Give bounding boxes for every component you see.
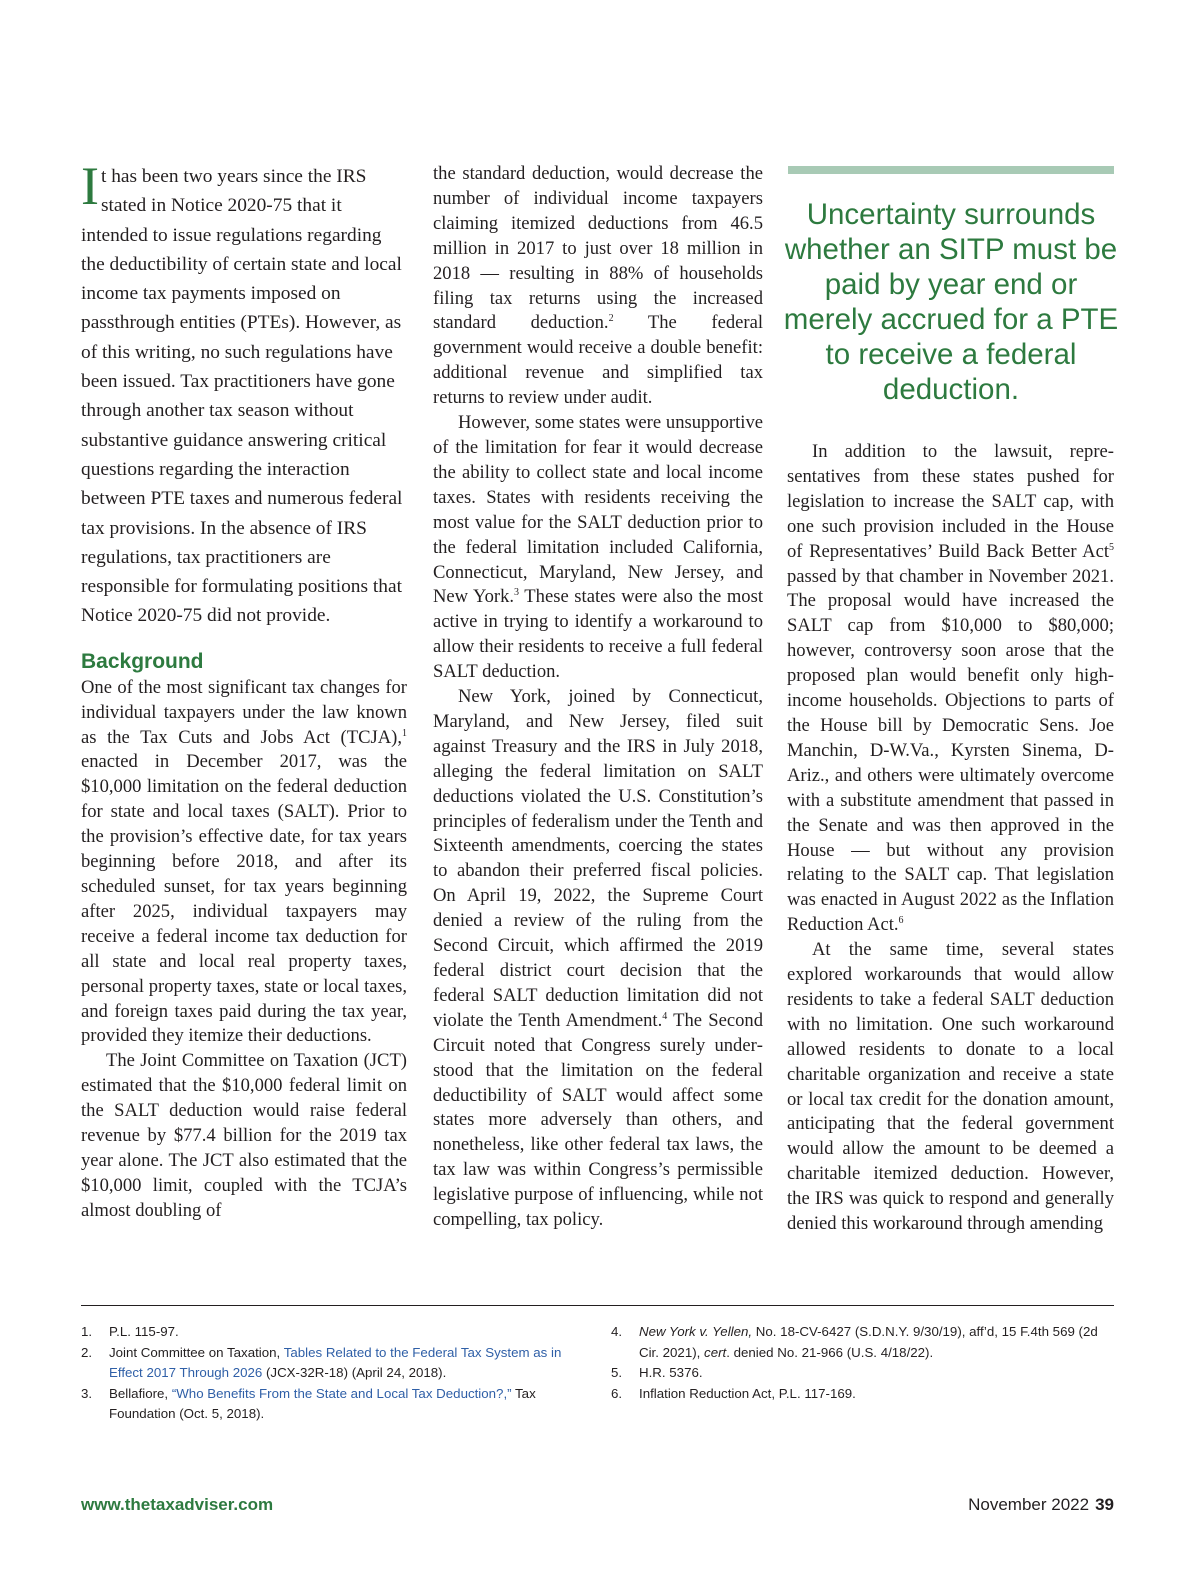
- footnote-text: Joint Committee on Taxation,: [109, 1344, 284, 1360]
- footnote-text: No. 18-CV-6427 (S.D.N.Y. 9/30/19), aff’d, 15 F.4th 569 (2d Cir. 2021),: [639, 1324, 1098, 1360]
- footer-issue-date: [968, 1495, 1114, 1515]
- text-run: These states were also the most active in trying to identify a workaround to allow their residents to receive a full federal SALT deduction.: [433, 586, 763, 683]
- footnote-text: Bellafiore,: [109, 1385, 172, 1401]
- footnote-text: P.L. 115-97.: [109, 1324, 179, 1339]
- text-run: In addition to the lawsuit, representatives from these states pushed for legislation to increase the SALT cap, with one such provision included in the House of Representatives’ Build Back Better Act: [787, 441, 1114, 562]
- footnote-text-italic: cert: [704, 1344, 727, 1360]
- issue-date: November 2022: [968, 1495, 1090, 1514]
- col3-paragraph-2: At the same time, several states explored workarounds that would allow residents to take a federal SALT deduction with no limitation. One such workaround allowed residents to donate to a local charitable organization and receive a state or local tax credit for the donation amount, anticipating that the federal government would allow the amount to be deemed a charitable itemized deduction. However, the IRS was quick to respond and generally denied this workaround through amending: [787, 939, 1114, 1235]
- footnote-number: 1.: [81, 1324, 93, 1339]
- col2-paragraph-2: [433, 411, 763, 685]
- text-run: One of the most significant tax changes for individual taxpayers under the law known as the Tax Cuts and Jobs Act (TCJA),: [81, 676, 407, 748]
- col3-paragraph-1: [787, 440, 1114, 938]
- footnote-number: 4.: [611, 1324, 623, 1339]
- col2-paragraph-1: [433, 162, 763, 411]
- pullquote-bar: [788, 166, 1114, 174]
- footnote-text: . denied No. 21-966 (U.S. 4/18/22).: [726, 1344, 934, 1360]
- text-run: The Second Circuit noted that Congress surely understood that the limitation on the federal deductibility of SALT would affect some states more adversely than others, and nonetheless, like other federal tax laws, the tax law was within Congress’s permissible legislative purpose of influencing, while not compelling, tax policy.: [433, 1009, 763, 1231]
- footnote-3: [81, 1384, 581, 1425]
- text-run: the standard deduction, would decrease the number of individual income taxpayers claiming itemized deductions from 46.5 million in 2017 to just over 18 million in 2018 — resulting in 88% of households filing tax returns using the increased standard deduction.: [433, 163, 763, 334]
- footnote-ref-3[interactable]: 3: [514, 587, 520, 599]
- section-heading-background: Background: [81, 649, 204, 673]
- case-name: New York v. Yellen,: [639, 1324, 753, 1339]
- article-column-1: [81, 156, 407, 1224]
- footnote-divider: [81, 1305, 1114, 1306]
- footnote-text: (JCX-32R-18) (April 24, 2018).: [262, 1365, 447, 1380]
- footnote-2: [81, 1343, 581, 1384]
- intro-text: t has been two years since the IRS stated in Notice 2020-75 that it intended to issue regulations regarding the deductibility of certain state and local income tax payments imposed on passthrough entities (PTEs). However, as of this writing, no such regulations have been issued. Tax practitioners have gone through another tax season without substantive guidance answering critical questions regarding the interaction between PTE taxes and numerous federal tax provisions. In the absence of IRS regulations, tax practitioners are responsible for formulating positions that Notice 2020-75 did not provide.: [81, 166, 403, 627]
- footnote-number: 2.: [81, 1344, 93, 1360]
- page-number: 39: [1095, 1495, 1114, 1514]
- footnote-4: [611, 1322, 1114, 1363]
- footnote-ref-2[interactable]: 2: [608, 313, 614, 325]
- pullquote: Uncertainty surrounds whether an SITP must be paid by year end or merely accrued for a PTE to receive a federal deduction.: [783, 198, 1119, 406]
- footnote-6: [611, 1384, 1114, 1405]
- footnote-text: Tax Foundation (Oct. 5, 2018).: [109, 1385, 536, 1421]
- footnote-number: 6.: [611, 1385, 623, 1401]
- footer-site-link[interactable]: www.thetaxadviser.com: [81, 1495, 274, 1514]
- footnote-ref-6[interactable]: 6: [898, 915, 904, 927]
- background-paragraph-2: The Joint Committee on Taxation (JCT) estimated that the $10,000 federal limit on the SALT deduction would raise federal revenue by $77.4 billion for the 2019 tax year alone. The JCT also estimated that the $10,000 limit, coupled with the TCJA’s almost doubling of: [81, 1050, 407, 1221]
- footnote-5: [611, 1363, 1114, 1384]
- text-run: However, some states were unsupportive of the limitation for fear it would decrease the ability to collect state and local income taxes. States with residents receiving the most value for the SALT deduction prior to the federal limitation included California, Connecticut, Maryland, New Jersey, and New York.: [433, 412, 763, 608]
- text-run: enacted in December 2017, was the $10,000 limitation on the federal deduction for state and local taxes (SALT). Prior to the provision’s effective date, for tax years beginning before 2018, and after its scheduled sunset, for tax years beginning after 2025, individual taxpayers may receive a federal income tax deduction for all state and local real property taxes, personal property taxes, state or local taxes, and foreign taxes paid during the tax year, provided they itemize their deductions.: [81, 751, 407, 1047]
- text-run: passed by that chamber in November 2021. The proposal would have increased the SALT cap from $10,000 to $80,000; however, controversy soon arose that the proposed plan would benefit only high-income households. Objections to parts of the House bill by Democratic Sens. Joe Manchin, D-W.Va., Kyrsten Sinema, D-Ariz., and others were ultimately overcome with a substitute amendment that passed in the Senate and was then approved in the House — but without any provision relating to the SALT cap. That legislation was enacted in August 2022 as the Inflation Reduction Act.: [787, 565, 1114, 936]
- footnote-text: Inflation Reduction Act, P.L. 117-169.: [639, 1385, 856, 1401]
- drop-cap: I: [81, 156, 99, 216]
- article-column-2: [433, 162, 763, 1233]
- footnote-1: [81, 1322, 581, 1343]
- footnotes-left: [81, 1322, 581, 1425]
- footnote-number: 5.: [611, 1365, 623, 1380]
- article-column-3: [787, 440, 1114, 1237]
- footnote-link-tax-foundation[interactable]: “Who Benefits From the State and Local Tax Deduction?,”: [171, 1385, 512, 1401]
- col2-paragraph-3: [433, 685, 763, 1233]
- footnotes-right: [611, 1322, 1114, 1404]
- intro-paragraph: [81, 156, 407, 631]
- footnote-text: H.R. 5376.: [639, 1365, 703, 1380]
- footnote-ref-5[interactable]: 5: [1109, 541, 1114, 553]
- footnote-ref-4[interactable]: 4: [662, 1010, 668, 1022]
- footnote-ref-1[interactable]: 1: [402, 727, 407, 739]
- footnote-number: 3.: [81, 1385, 93, 1401]
- footnote-link-jct-tables[interactable]: Tables Related to the Federal Tax System as in Effect 2017 Through 2026: [109, 1344, 562, 1380]
- text-run: New York, joined by Connecticut, Maryland, and New Jersey, filed suit against Treasury and the IRS in July 2018, alleging the federal limitation on SALT deductions violated the U.S. Constitution’s principles of federalism under the Tenth and Sixteenth amendments, coercing the states to abandon their preferred fiscal policies. On April 19, 2022, the Supreme Court denied a review of the ruling from the Second Circuit, which affirmed the 2019 federal district court decision that the federal SALT deduction limitation did not violate the Tenth Amendment.: [433, 686, 763, 1031]
- background-paragraph-1: [81, 676, 407, 1050]
- text-run: The federal government would receive a double benefit: additional revenue and simplified tax returns to review under audit.: [433, 312, 763, 409]
